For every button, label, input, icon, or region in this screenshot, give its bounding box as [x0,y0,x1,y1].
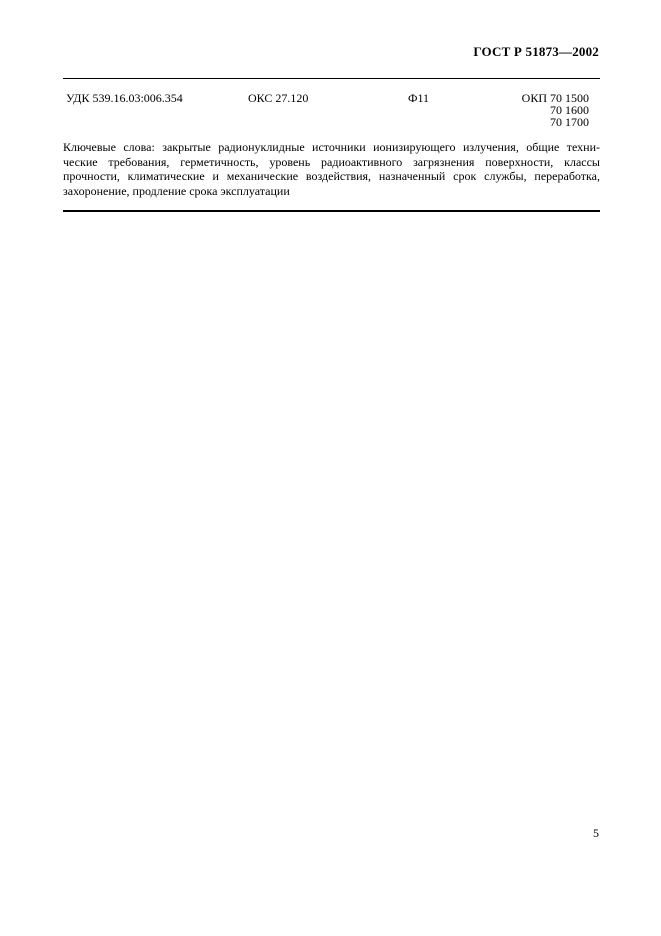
document-standard-code: ГОСТ Р 51873—2002 [473,44,599,59]
okp-code-line: 70 1700 [550,115,589,129]
udk-code: УДК 539.16.03:006.354 [66,91,183,105]
bottom-divider [63,210,600,212]
group-code: Ф11 [408,91,430,105]
okp-code-line: 70 1600 [550,103,589,117]
keywords-paragraph [63,140,600,198]
okp-code-line: ОКП 70 1500 [521,91,589,105]
oks-code: ОКС 27.120 [248,91,309,105]
keywords-line: ческие требования, герметичность, уровень радиоактивного загрязнения поверхности, классы [63,154,600,169]
page-number: 5 [593,826,599,840]
keywords-line: Ключевые слова: закрытые радионуклидные источники ионизирующего излучения, общие техни- [63,140,600,154]
keywords-line: прочности, климатические и механические воздействия, назначенный срок службы, переработка, [63,169,600,183]
okp-codes [522,92,589,128]
keywords-line: захоронение, продление срока эксплуатации [63,183,290,198]
top-divider [63,78,600,79]
